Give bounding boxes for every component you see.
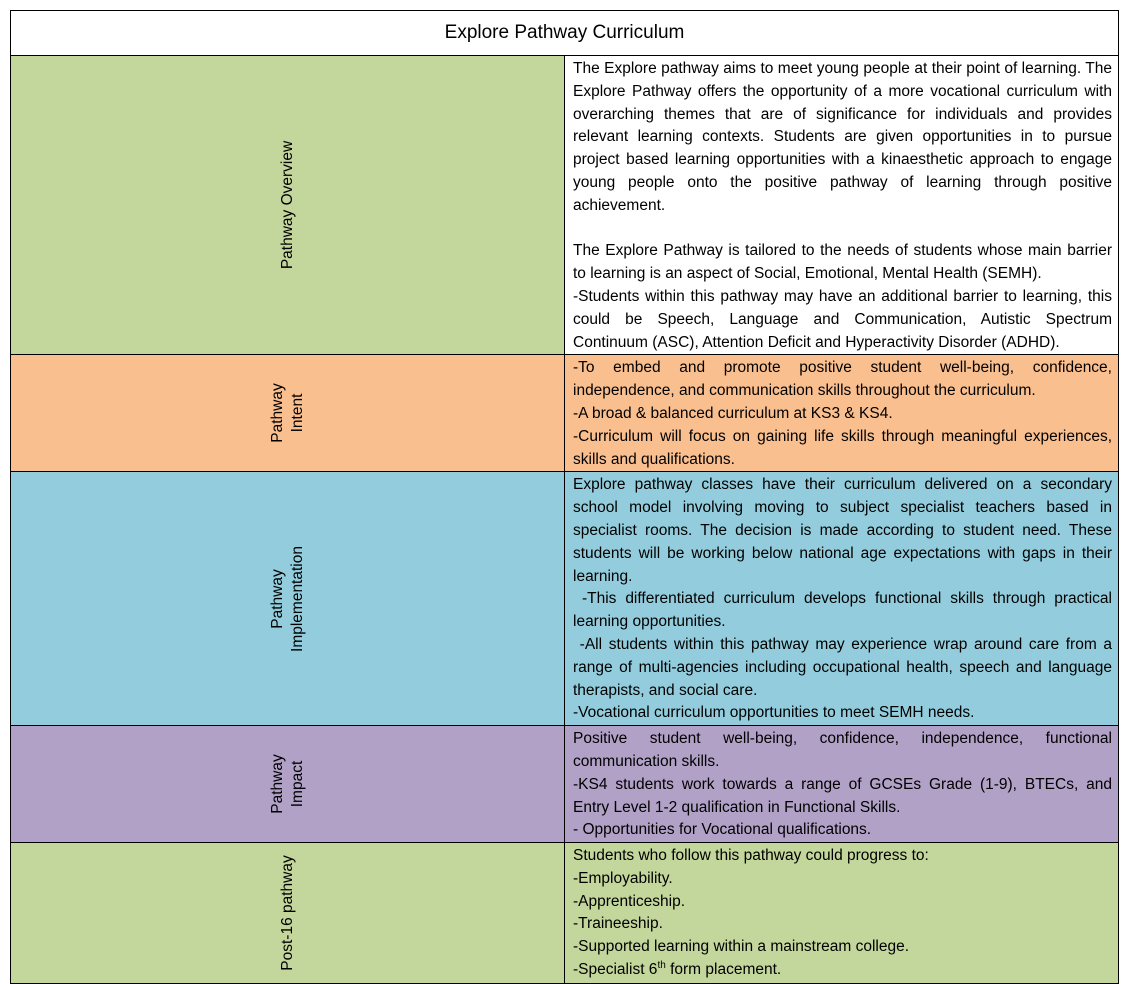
impact-label: Pathway Impact [268, 754, 306, 814]
post16-last-after: form placement. [665, 961, 782, 979]
post16-item-traineeship: -Traineeship. [573, 915, 663, 933]
implementation-paragraph-2: -This differentiated curriculum develops functional skills through practical learning opportunities. [573, 590, 1117, 631]
intent-item-2: -A broad & balanced curriculum at KS3 & KS4. [573, 404, 893, 422]
intent-row [11, 355, 1119, 472]
curriculum-table [10, 10, 1119, 984]
paragraph-gap [573, 218, 1112, 241]
impact-content [565, 726, 1119, 843]
table-title: Explore Pathway Curriculum [11, 11, 1119, 56]
post16-label: Post-16 pathway [278, 855, 296, 971]
implementation-label-cell [11, 472, 565, 726]
overview-paragraph-2: The Explore Pathway is tailored to the needs of students whose main barrier to learning is an aspect of Social, Emotional, Mental Health (SEMH). [573, 242, 1112, 283]
impact-label-cell [11, 726, 565, 843]
impact-item-3: - Opportunities for Vocational qualifications. [573, 821, 872, 839]
implementation-label: Pathway Implementation [268, 545, 306, 652]
intent-item-3: -Curriculum will focus on gaining life skills through meaningful experiences, skills and qualifications. [573, 427, 1112, 468]
post16-intro: Students who follow this pathway could progress to: [573, 847, 929, 865]
post16-item-employability: -Employability. [573, 869, 673, 887]
implementation-paragraph-4: -Vocational curriculum opportunities to meet SEMH needs. [573, 704, 975, 722]
post16-row [11, 843, 1119, 984]
post16-last-sup: th [657, 959, 666, 971]
intent-content [565, 355, 1119, 472]
overview-paragraph-1: The Explore pathway aims to meet young people at their point of learning. The Explore Pathway offers the opportunity of a more vocational curriculum with overarching themes that are of significance for individuals and provides relevant learning contexts. Students are given opportunities in to pursue project based learning opportunities with a kinaesthetic approach to engage young people onto the positive pathway of learning through positive achievement. [573, 60, 1112, 214]
implementation-content [565, 472, 1119, 726]
post16-last-before: -Specialist 6 [573, 961, 658, 979]
intent-item-1: -To embed and promote positive student well-being, confidence, independence, and communication skills throughout the curriculum. [573, 359, 1112, 400]
post16-content [565, 843, 1119, 984]
overview-paragraph-3: -Students within this pathway may have an additional barrier to learning, this could be Speech, Language and Communication, Autistic Spectrum Continuum (ASC), Attention Deficit and Hyperactivity Disorder (ADHD). [573, 287, 1112, 351]
impact-item-2: -KS4 students work towards a range of GCSEs Grade (1-9), BTECs, and Entry Level 1-2 qualification in Functional Skills. [573, 775, 1112, 816]
overview-label-cell [11, 56, 565, 355]
post16-item-supported-learning: -Supported learning within a mainstream college. [573, 938, 910, 956]
intent-label-cell [11, 355, 565, 472]
overview-label: Pathway Overview [278, 140, 296, 270]
implementation-paragraph-1: Explore pathway classes have their curriculum delivered on a secondary school model involving moving to subject specialist teachers based in specialist rooms. The decision is made according to student need. These students will be working below national age expectations with gaps in their learning. [573, 476, 1112, 585]
implementation-row [11, 472, 1119, 726]
impact-item-1: Positive student well-being, confidence, independence, functional communication skills. [573, 730, 1112, 770]
post16-item-specialist-placement [573, 959, 1112, 982]
impact-row [11, 726, 1119, 843]
implementation-paragraph-3: -All students within this pathway may experience wrap around care from a range of multi-agencies including occupational health, speech and language therapists, and social care. [573, 635, 1117, 699]
post16-label-cell [11, 843, 565, 984]
post16-item-apprenticeship: -Apprenticeship. [573, 892, 686, 910]
intent-label: Pathway Intent [268, 383, 306, 444]
overview-content [565, 56, 1119, 355]
overview-row [11, 56, 1119, 355]
